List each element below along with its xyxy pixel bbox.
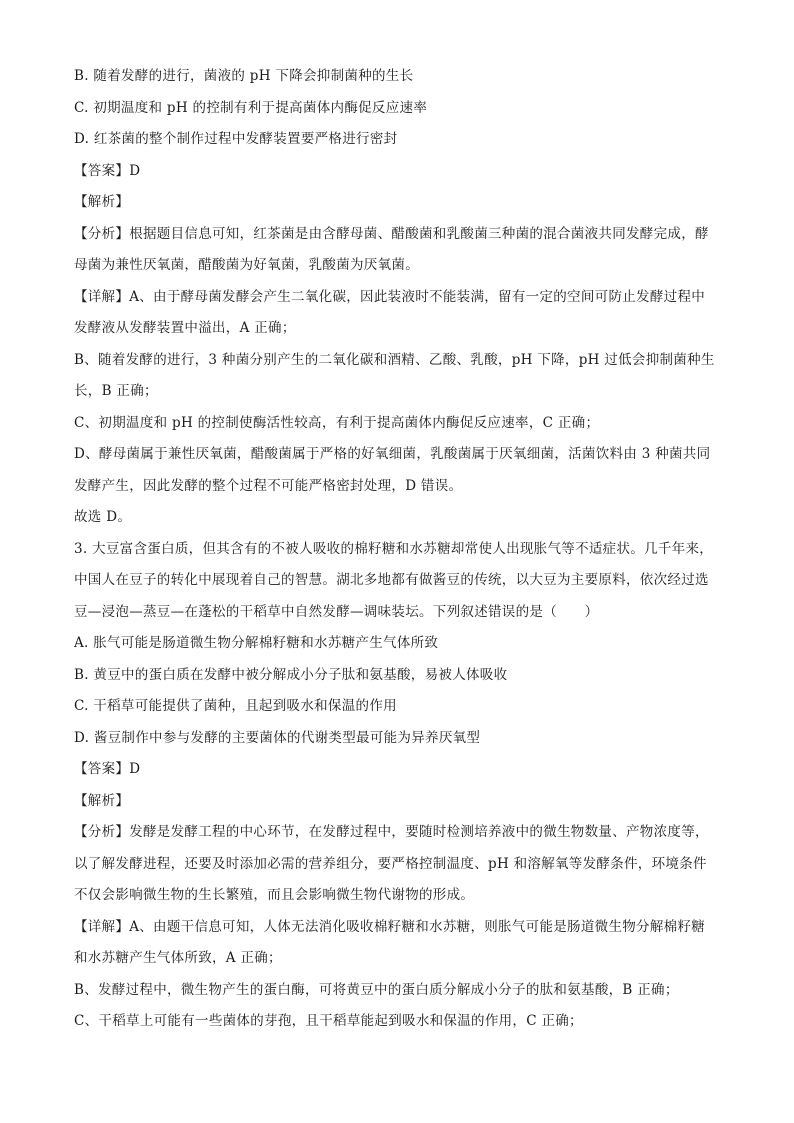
detail-text-line: 【详解】A、由于酵母菌发酵会产生二氧化碳，因此装液时不能装满，留有一定的空间可防止发酵过程中 (74, 288, 706, 305)
analysis-text-line: 【分析】根据题目信息可知，红茶菌是由含酵母菌、醋酸菌和乳酸菌三种菌的混合菌液共同发酵完成，酵 (74, 225, 709, 242)
option-b-line: B. 黄豆中的蛋白质在发酵中被分解成小分子肽和氨基酸，易被人体吸收 (74, 666, 508, 683)
detail-text-line: B、发酵过程中，微生物产生的蛋白酶，可将黄豆中的蛋白质分解成小分子的肽和氨基酸，B 正确； (74, 981, 679, 998)
analysis-text-line: 母菌为兼性厌氧菌，醋酸菌为好氧菌，乳酸菌为厌氧菌。 (74, 257, 419, 273)
document-page (74, 61, 724, 1038)
question-3-stem-line: 中国人在豆子的转化中展现着自己的智慧。湖北多地都有做酱豆的传统，以大豆为主要原料，依次经过选 (74, 572, 709, 588)
detail-text-line: B、随着发酵的进行，3 种菌分别产生的二氧化碳和酒精、乙酸、乳酸，pH 下降，pH 过低会抑制菌种生 (74, 351, 715, 368)
answer-line: 【答案】D (74, 162, 141, 179)
option-c-line: C. 干稻草可能提供了菌种，且起到吸水和保温的作用 (74, 698, 397, 714)
detail-text-line: C、初期温度和 pH 的控制使酶活性较高，有利于提高菌体内酶促反应速率，C 正确； (74, 414, 600, 431)
detail-text-line: 长，B 正确； (74, 383, 158, 399)
detail-text-line: 【详解】A、由题干信息可知，人体无法消化吸收棉籽糖和水苏糖，则胀气可能是肠道微生物分解棉籽糖 (74, 918, 706, 935)
detail-text-line: C、干稻草上可能有一些菌体的芽孢，且干稻草能起到吸水和保温的作用，C 正确； (74, 1013, 583, 1029)
answer-line: 【答案】D (74, 761, 141, 777)
detail-text-line: 和水苏糖产生气体所致，A 正确； (74, 950, 282, 966)
detail-text-line: 发酵产生，因此发酵的整个过程不可能严格密封处理，D 错误。 (74, 477, 463, 494)
option-d-line: D. 红茶菌的整个制作过程中发酵装置要严格进行密封 (74, 131, 398, 147)
question-3-stem-line: 3. 大豆富含蛋白质，但其含有的不被人吸收的棉籽糖和水苏糖却常使人出现胀气等不适症状。几千年来， (74, 540, 714, 557)
option-c-line: C. 初期温度和 pH 的控制有利于提高菌体内酶促反应速率 (74, 99, 428, 116)
analysis-text-line: 不仅会影响微生物的生长繁殖，而且会影响微生物代谢物的形成。 (74, 887, 475, 903)
option-d-line: D. 酱豆制作中参与发酵的主要菌体的代谢类型最可能为异养厌氧型 (74, 729, 481, 746)
detail-text-line: D、酵母菌属于兼性厌氧菌，醋酸菌属于严格的好氧细菌，乳酸菌属于厌氧细菌，活菌饮料由 3 种菌共同 (74, 446, 711, 462)
conclusion-line: 故选 D。 (74, 509, 132, 525)
option-a-line: A. 胀气可能是肠道微生物分解棉籽糖和水苏糖产生气体所致 (74, 635, 439, 651)
question-3-stem-line: 豆—浸泡—蒸豆—在蓬松的干稻草中自然发酵—调味装坛。下列叙述错误的是（ ） (74, 603, 599, 620)
analysis-text-line: 【分析】发酵是发酵工程的中心环节，在发酵过程中，要随时检测培养液中的微生物数量、产物浓度等， (74, 824, 709, 840)
option-b-line: B. 随着发酵的进行，菌液的 pH 下降会抑制菌种的生长 (74, 68, 414, 84)
detail-text-line: 发酵液从发酵装置中溢出，A 正确； (74, 320, 296, 336)
analysis-heading: 【解析】 (74, 792, 130, 809)
analysis-heading: 【解析】 (74, 194, 130, 210)
analysis-text-line: 以了解发酵进程，还要及时添加必需的营养组分，要严格控制温度、pH 和溶解氧等发酵条件，环境条件 (74, 855, 707, 872)
